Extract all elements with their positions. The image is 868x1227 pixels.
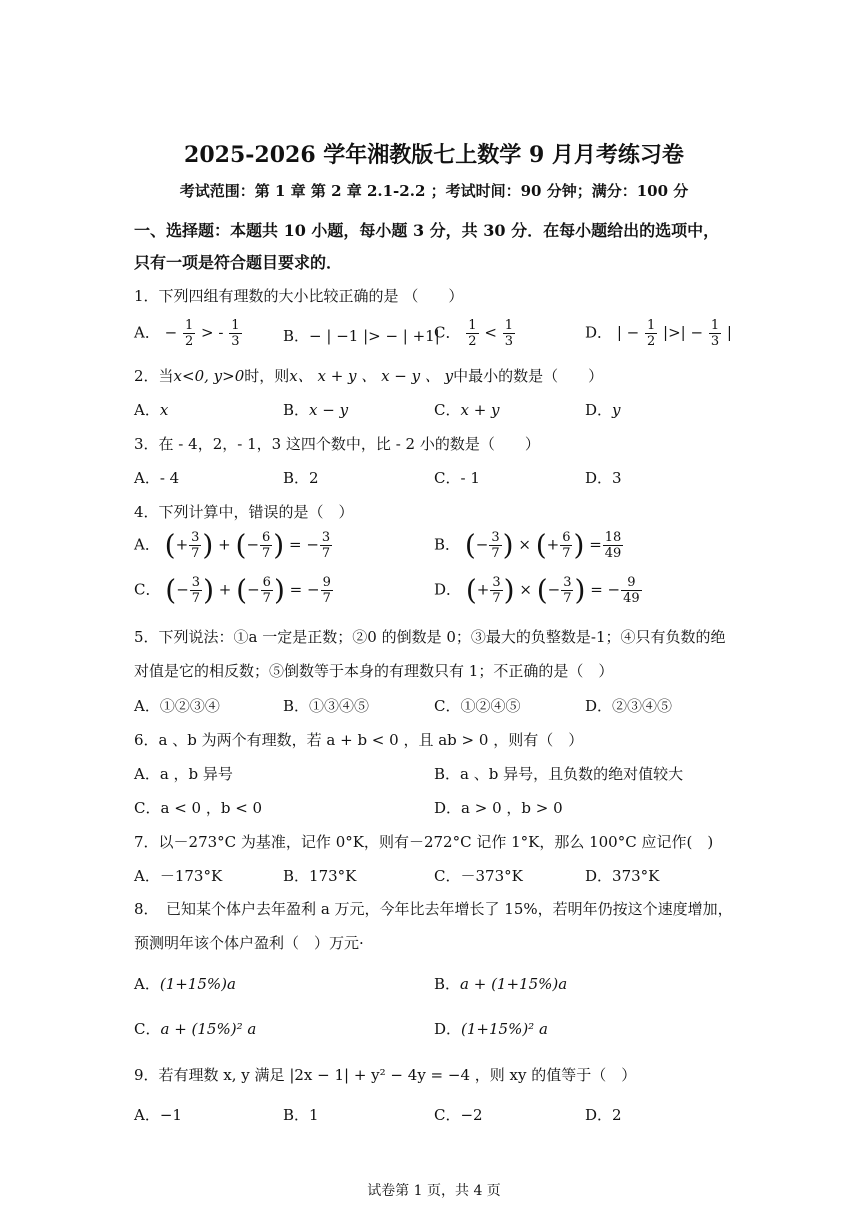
denominator: 2 bbox=[646, 334, 656, 349]
option-text: －173°K bbox=[159, 867, 223, 885]
fraction bbox=[260, 530, 272, 561]
fraction bbox=[489, 530, 501, 561]
denominator: 2 bbox=[184, 334, 194, 349]
option-label: B． bbox=[283, 697, 310, 715]
stem-text: 中最小的数是（ ） bbox=[453, 367, 604, 385]
option-label: D． bbox=[585, 401, 613, 419]
fraction bbox=[503, 318, 515, 349]
option-label: A． bbox=[134, 867, 160, 885]
math-text: x<0, y>0 bbox=[173, 367, 245, 385]
paren: ) bbox=[573, 528, 585, 562]
option-label: C． bbox=[434, 469, 461, 487]
option-label: B． bbox=[434, 535, 461, 554]
paren: ( bbox=[536, 573, 548, 607]
denominator: 7 bbox=[191, 546, 200, 561]
q1-option-a bbox=[134, 318, 243, 349]
q3-option-a bbox=[134, 467, 179, 488]
paren: ) bbox=[273, 573, 285, 607]
q3-stem: 3．在 - 4，2，- 1，3 这四个数中，比 - 2 小的数是（ ） bbox=[134, 435, 540, 453]
operator: × bbox=[519, 580, 532, 599]
fraction bbox=[490, 575, 502, 606]
option-label: B． bbox=[283, 867, 310, 885]
q4-option-b bbox=[434, 530, 624, 561]
stem-text: 2．当 bbox=[134, 367, 174, 385]
q1-option-d bbox=[585, 318, 732, 349]
option-label: B． bbox=[434, 765, 461, 783]
denominator: 7 bbox=[321, 546, 331, 561]
paren: ( bbox=[235, 528, 247, 562]
option-text: 2 bbox=[309, 469, 319, 487]
q7-option-a bbox=[134, 865, 222, 886]
q3-option-d bbox=[585, 467, 622, 488]
fraction bbox=[229, 318, 241, 349]
option-text: 373°K bbox=[612, 867, 660, 885]
sign: − bbox=[547, 580, 561, 599]
fraction bbox=[560, 530, 572, 561]
q2-option-b bbox=[283, 399, 348, 420]
q8-option-b bbox=[434, 973, 567, 994]
q9-option-b bbox=[283, 1104, 319, 1125]
q1-option-c bbox=[434, 318, 516, 349]
option-label: A． bbox=[134, 323, 160, 342]
q1-stem: 1．下列四组有理数的大小比较正确的是 （ ） bbox=[134, 287, 464, 305]
sign: + bbox=[476, 580, 490, 599]
option-label: D． bbox=[434, 1020, 462, 1038]
option-text: a 、b 异号，且负数的绝对值较大 bbox=[460, 765, 684, 783]
q4-option-a bbox=[134, 530, 333, 561]
stem-text: 时，则 bbox=[244, 367, 290, 385]
option-label: C． bbox=[434, 323, 461, 342]
q2-option-a bbox=[134, 399, 168, 420]
option-label: D． bbox=[434, 799, 462, 817]
operator: + bbox=[218, 580, 232, 599]
fraction bbox=[261, 575, 273, 606]
numerator: 1 bbox=[646, 318, 656, 333]
q2-option-c bbox=[434, 399, 500, 420]
paren: ( bbox=[465, 573, 477, 607]
sign: + bbox=[175, 535, 189, 554]
page-title: 2025-2026 学年湘教版七上数学 9 月月考练习卷 bbox=[184, 142, 684, 168]
q8-option-a bbox=[134, 973, 236, 994]
numerator: 18 bbox=[604, 530, 622, 545]
sign: − bbox=[475, 535, 489, 554]
denominator: 7 bbox=[322, 591, 331, 606]
numerator: 3 bbox=[563, 575, 572, 590]
math-text: x、 x + y 、 x − y 、 y bbox=[289, 367, 454, 385]
option-text: (1+15%)² a bbox=[461, 1020, 548, 1038]
option-label: C． bbox=[134, 799, 161, 817]
numerator: 1 bbox=[468, 318, 477, 333]
denominator: 7 bbox=[492, 591, 501, 606]
q8-stem-line2: 预测明年该个体户盈利（ ）万元· bbox=[134, 934, 364, 952]
fraction bbox=[709, 318, 721, 349]
paren: ) bbox=[503, 573, 515, 607]
option-text: a + (1+15%)a bbox=[460, 975, 568, 993]
option-text: y bbox=[612, 401, 621, 419]
sign: − bbox=[176, 580, 189, 599]
paren: ) bbox=[202, 528, 214, 562]
operator: + bbox=[218, 535, 231, 554]
sign: − bbox=[247, 580, 260, 599]
option-label: D． bbox=[585, 697, 613, 715]
option-text: －373°K bbox=[460, 867, 523, 885]
math-text: | bbox=[726, 323, 732, 342]
option-label: D． bbox=[434, 580, 462, 599]
q9-option-a bbox=[134, 1104, 182, 1125]
math-text: | − bbox=[616, 323, 640, 342]
option-label: A． bbox=[134, 469, 160, 487]
option-label: B． bbox=[434, 975, 461, 993]
numerator: 9 bbox=[322, 575, 331, 590]
q2-stem bbox=[134, 365, 603, 386]
q2-option-d bbox=[585, 399, 621, 420]
option-text: a + (15%)² a bbox=[160, 1020, 257, 1038]
numerator: 3 bbox=[191, 575, 201, 590]
option-label: C． bbox=[134, 580, 161, 599]
section-heading-line2: 只有一项是符合题目要求的． bbox=[134, 253, 343, 272]
sign: − bbox=[246, 535, 260, 554]
denominator: 7 bbox=[262, 591, 271, 606]
math-text: − bbox=[164, 323, 178, 342]
math-text: > - bbox=[201, 323, 224, 342]
option-text: ①②④⑤ bbox=[460, 697, 521, 715]
fraction bbox=[320, 530, 332, 561]
fraction bbox=[603, 530, 624, 561]
option-label: D． bbox=[585, 323, 613, 342]
denominator: 7 bbox=[563, 591, 572, 606]
option-label: C． bbox=[134, 1020, 161, 1038]
option-text: 2 bbox=[612, 1106, 622, 1124]
equals: = bbox=[589, 535, 602, 554]
numerator: 6 bbox=[262, 575, 271, 590]
option-label: C． bbox=[434, 1106, 461, 1124]
option-text: a > 0 ，b > 0 bbox=[461, 799, 563, 817]
option-label: A． bbox=[134, 975, 160, 993]
math-text: < bbox=[484, 323, 497, 342]
denominator: 7 bbox=[191, 591, 201, 606]
option-label: B． bbox=[283, 401, 310, 419]
paren: ) bbox=[574, 573, 586, 607]
q4-option-d bbox=[434, 575, 643, 606]
denominator: 7 bbox=[491, 546, 500, 561]
fraction bbox=[561, 575, 573, 606]
denominator: 49 bbox=[604, 546, 622, 561]
option-label: B． bbox=[283, 469, 310, 487]
denominator: 7 bbox=[562, 546, 571, 561]
paren: ( bbox=[535, 528, 547, 562]
option-text: a < 0 ，b < 0 bbox=[160, 799, 263, 817]
option-label: D． bbox=[585, 867, 613, 885]
q3-option-c bbox=[434, 467, 480, 488]
q7-stem: 7．以－273°C 为基准，记作 0°K，则有－272°C 记作 1°K，那么 100°C 应记作( ) bbox=[134, 833, 714, 851]
option-label: A． bbox=[134, 1106, 160, 1124]
numerator: 3 bbox=[492, 575, 501, 590]
q6-option-c bbox=[134, 797, 262, 818]
q9-stem: 9．若有理数 x, y 满足 |2x − 1| + y² − 4y = −4 ，则 xy 的值等于（ ） bbox=[134, 1066, 637, 1084]
q5-stem-line1: 5．下列说法：①a 一定是正数；②0 的倒数是 0；③最大的负整数是-1；④只有负数的绝 bbox=[134, 628, 726, 646]
option-text: ②③④⑤ bbox=[612, 697, 673, 715]
q7-option-c bbox=[434, 865, 523, 886]
q8-stem-line1: 8． 已知某个体户去年盈利 a 万元，今年比去年增长了 15%，若明年仍按这个速度增加， bbox=[134, 900, 733, 918]
numerator: 1 bbox=[710, 318, 720, 333]
q5-option-c bbox=[434, 695, 521, 716]
fraction bbox=[466, 318, 478, 349]
equals: = − bbox=[289, 580, 320, 599]
numerator: 6 bbox=[262, 530, 271, 545]
q6-stem: 6．a 、b 为两个有理数，若 a + b < 0 ，且 ab > 0 ，则有（ ） bbox=[134, 731, 584, 749]
option-label: A． bbox=[134, 535, 160, 554]
operator: × bbox=[518, 535, 531, 554]
q4-option-c bbox=[134, 575, 334, 606]
fraction bbox=[621, 575, 642, 606]
numerator: 3 bbox=[191, 530, 200, 545]
fraction bbox=[321, 575, 333, 606]
denominator: 3 bbox=[231, 334, 240, 349]
numerator: 3 bbox=[491, 530, 500, 545]
q7-option-d bbox=[585, 865, 659, 886]
option-text: x bbox=[159, 401, 169, 419]
denominator: 3 bbox=[710, 334, 720, 349]
option-text: −1 bbox=[159, 1106, 182, 1124]
q7-option-b bbox=[283, 865, 356, 886]
equals: = − bbox=[590, 580, 621, 599]
section-heading-line1: 一、选择题：本题共 10 小题，每小题 3 分，共 30 分．在每小题给出的选项中， bbox=[134, 221, 720, 240]
paren: ) bbox=[203, 573, 214, 607]
option-text: ①③④⑤ bbox=[309, 697, 370, 715]
option-text: −2 bbox=[460, 1106, 483, 1124]
option-label: C． bbox=[434, 697, 461, 715]
exam-info: 考试范围：第 1 章 第 2 章 2.1-2.2 ；考试时间：90 分钟；满分：100 分 bbox=[179, 182, 689, 200]
option-text: x + y bbox=[460, 401, 500, 419]
paren: ( bbox=[464, 528, 476, 562]
option-label: A． bbox=[134, 765, 160, 783]
paren: ) bbox=[273, 528, 285, 562]
denominator: 7 bbox=[262, 546, 271, 561]
option-label: A． bbox=[134, 697, 160, 715]
q8-option-d bbox=[434, 1018, 548, 1039]
option-text: 1 bbox=[309, 1106, 319, 1124]
option-label: B． bbox=[283, 327, 310, 345]
numerator: 9 bbox=[621, 575, 642, 591]
denominator: 49 bbox=[623, 591, 640, 606]
option-label: B． bbox=[283, 1106, 310, 1124]
q6-option-d bbox=[434, 797, 563, 818]
option-label: C． bbox=[434, 867, 461, 885]
option-label: C． bbox=[434, 401, 461, 419]
option-text: - 4 bbox=[159, 469, 180, 487]
q5-option-d bbox=[585, 695, 672, 716]
denominator: 2 bbox=[468, 334, 477, 349]
option-label: D． bbox=[585, 1106, 613, 1124]
q5-option-b bbox=[283, 695, 369, 716]
option-label: A． bbox=[134, 401, 160, 419]
q6-option-a bbox=[134, 763, 233, 784]
option-text: x − y bbox=[309, 401, 349, 419]
page-footer: 试卷第 1 页，共 4 页 bbox=[367, 1183, 501, 1199]
option-text: 3 bbox=[612, 469, 622, 487]
paren: ) bbox=[502, 528, 514, 562]
option-text: a ，b 异号 bbox=[159, 765, 233, 783]
math-text: |>| − bbox=[663, 323, 704, 342]
numerator: 1 bbox=[504, 318, 513, 333]
q5-stem-line2: 对值是它的相反数；⑤倒数等于本身的有理数只有 1；不正确的是（ ） bbox=[134, 662, 614, 680]
paren: ( bbox=[236, 573, 248, 607]
numerator: 1 bbox=[184, 318, 194, 333]
option-label: D． bbox=[585, 469, 613, 487]
fraction bbox=[645, 318, 657, 349]
q6-option-b bbox=[434, 763, 683, 784]
q8-option-c bbox=[134, 1018, 256, 1039]
q9-option-d bbox=[585, 1104, 622, 1125]
denominator: 3 bbox=[504, 334, 513, 349]
numerator: 1 bbox=[231, 318, 240, 333]
q5-option-a bbox=[134, 695, 220, 716]
paren: ( bbox=[164, 528, 176, 562]
fraction bbox=[189, 530, 201, 561]
sign: + bbox=[546, 535, 560, 554]
q3-option-b bbox=[283, 467, 319, 488]
fraction bbox=[190, 575, 202, 606]
option-text: 173°K bbox=[309, 867, 357, 885]
equals: = − bbox=[289, 535, 319, 554]
numerator: 3 bbox=[321, 530, 331, 545]
option-text: ①②③④ bbox=[159, 697, 220, 715]
q9-option-c bbox=[434, 1104, 483, 1125]
fraction bbox=[183, 318, 195, 349]
option-text: (1+15%)a bbox=[159, 975, 236, 993]
paren: ( bbox=[165, 573, 177, 607]
numerator: 6 bbox=[562, 530, 571, 545]
option-text: - 1 bbox=[460, 469, 480, 487]
q4-stem: 4．下列计算中，错误的是（ ） bbox=[134, 503, 354, 521]
q1-option-b bbox=[283, 325, 440, 346]
math-text: − | −1 |> − | +1| bbox=[309, 327, 440, 345]
